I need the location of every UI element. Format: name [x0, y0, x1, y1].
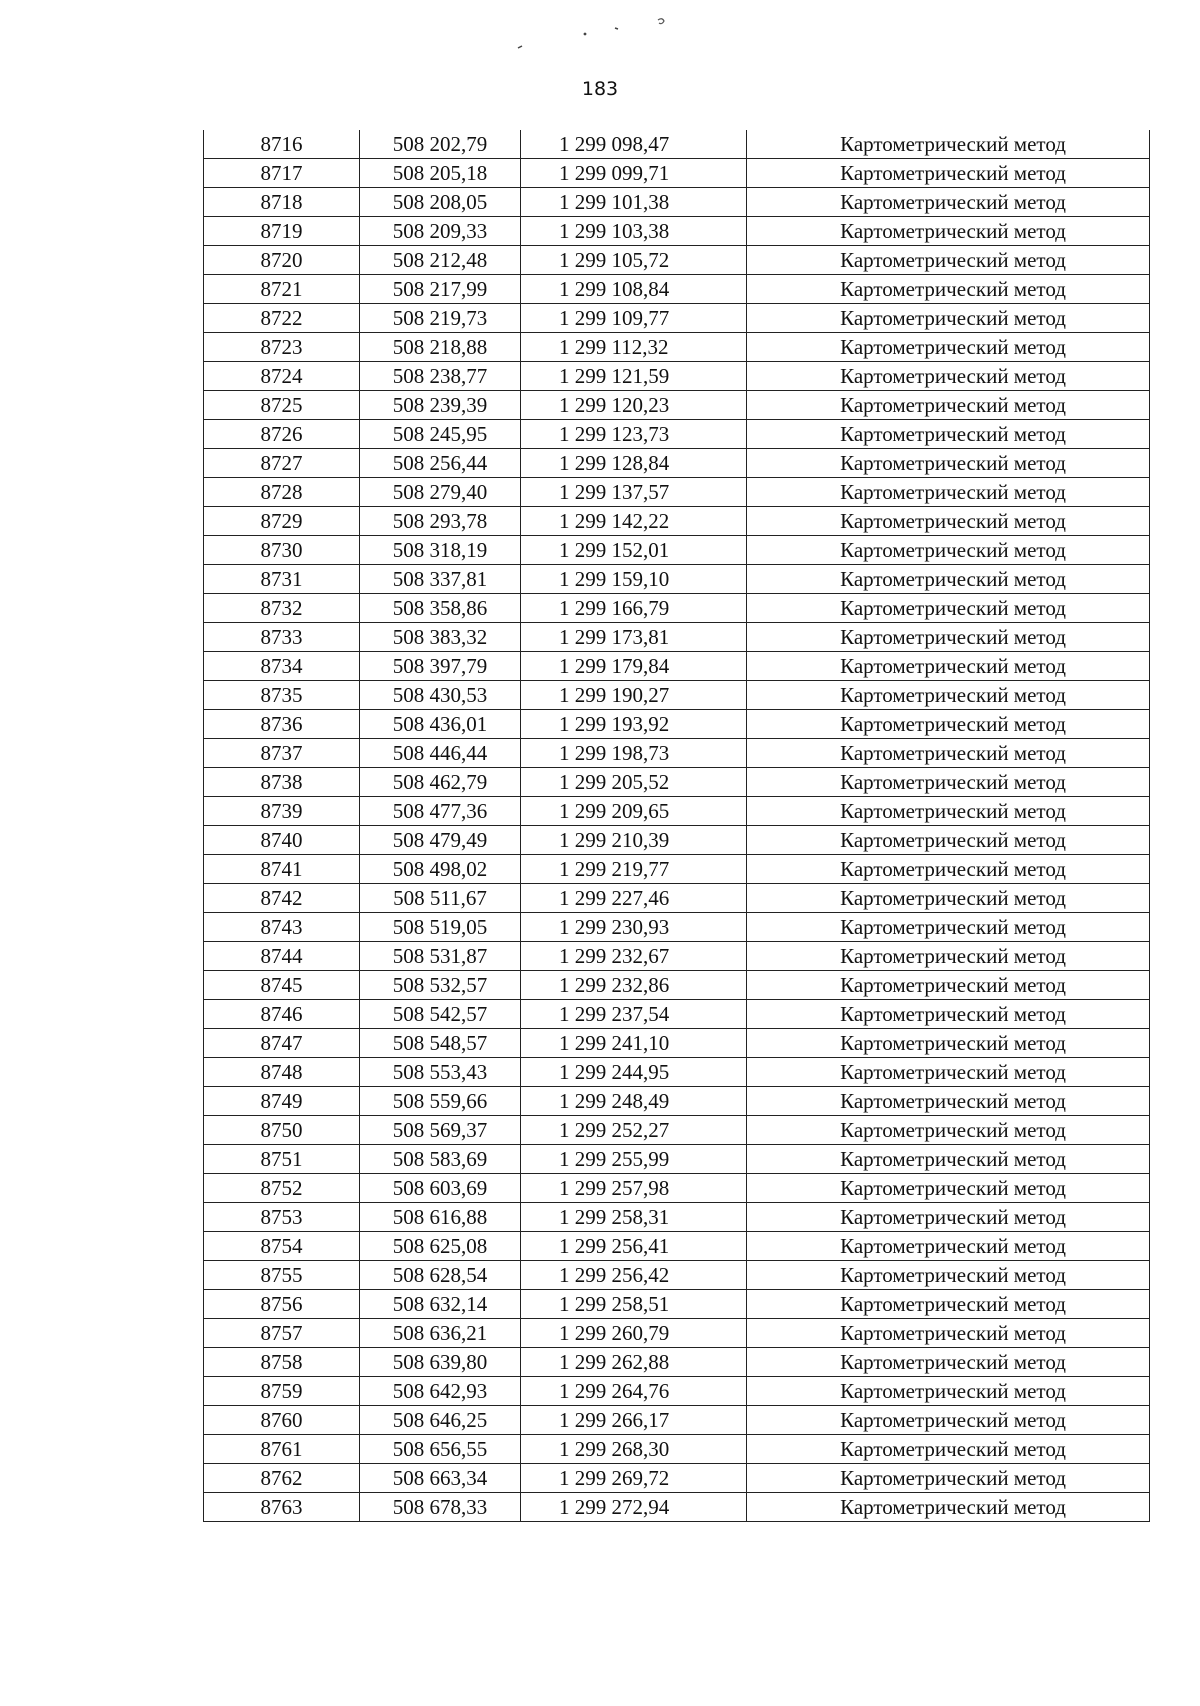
y-coordinate-cell: 1 299 098,47 [521, 130, 747, 159]
point-number-cell: 8756 [204, 1290, 360, 1319]
table-row [204, 797, 1150, 826]
method-cell: Картометрический метод [747, 739, 1150, 768]
table-row [204, 275, 1150, 304]
x-coordinate-cell: 508 511,67 [360, 884, 521, 913]
table-row [204, 1145, 1150, 1174]
point-number-cell: 8733 [204, 623, 360, 652]
y-coordinate-cell: 1 299 232,67 [521, 942, 747, 971]
y-coordinate-cell: 1 299 123,73 [521, 420, 747, 449]
table-row [204, 1087, 1150, 1116]
table-row [204, 594, 1150, 623]
y-coordinate-cell: 1 299 210,39 [521, 826, 747, 855]
table-row [204, 333, 1150, 362]
table-row [204, 246, 1150, 275]
table-row [204, 710, 1150, 739]
table-row [204, 623, 1150, 652]
x-coordinate-cell: 508 498,02 [360, 855, 521, 884]
method-cell: Картометрический метод [747, 1174, 1150, 1203]
method-cell: Картометрический метод [747, 1232, 1150, 1261]
point-number-cell: 8748 [204, 1058, 360, 1087]
point-number-cell: 8727 [204, 449, 360, 478]
x-coordinate-cell: 508 553,43 [360, 1058, 521, 1087]
method-cell: Картометрический метод [747, 1348, 1150, 1377]
point-number-cell: 8753 [204, 1203, 360, 1232]
method-cell: Картометрический метод [747, 159, 1150, 188]
point-number-cell: 8742 [204, 884, 360, 913]
method-cell: Картометрический метод [747, 1261, 1150, 1290]
x-coordinate-cell: 508 646,25 [360, 1406, 521, 1435]
x-coordinate-cell: 508 519,05 [360, 913, 521, 942]
point-number-cell: 8738 [204, 768, 360, 797]
method-cell: Картометрический метод [747, 884, 1150, 913]
point-number-cell: 8721 [204, 275, 360, 304]
y-coordinate-cell: 1 299 166,79 [521, 594, 747, 623]
method-cell: Картометрический метод [747, 652, 1150, 681]
method-cell: Картометрический метод [747, 391, 1150, 420]
y-coordinate-cell: 1 299 227,46 [521, 884, 747, 913]
table-row [204, 739, 1150, 768]
y-coordinate-cell: 1 299 262,88 [521, 1348, 747, 1377]
x-coordinate-cell: 508 446,44 [360, 739, 521, 768]
scan-specks [510, 12, 690, 52]
table-row [204, 449, 1150, 478]
point-number-cell: 8754 [204, 1232, 360, 1261]
table-row [204, 304, 1150, 333]
point-number-cell: 8728 [204, 478, 360, 507]
method-cell: Картометрический метод [747, 1377, 1150, 1406]
point-number-cell: 8724 [204, 362, 360, 391]
x-coordinate-cell: 508 239,39 [360, 391, 521, 420]
method-cell: Картометрический метод [747, 797, 1150, 826]
point-number-cell: 8718 [204, 188, 360, 217]
table-row [204, 942, 1150, 971]
point-number-cell: 8750 [204, 1116, 360, 1145]
y-coordinate-cell: 1 299 179,84 [521, 652, 747, 681]
x-coordinate-cell: 508 208,05 [360, 188, 521, 217]
y-coordinate-cell: 1 299 268,30 [521, 1435, 747, 1464]
table-row [204, 1406, 1150, 1435]
table-row [204, 420, 1150, 449]
method-cell: Картометрический метод [747, 1145, 1150, 1174]
table-row [204, 1203, 1150, 1232]
point-number-cell: 8744 [204, 942, 360, 971]
method-cell: Картометрический метод [747, 507, 1150, 536]
table-row [204, 507, 1150, 536]
x-coordinate-cell: 508 212,48 [360, 246, 521, 275]
point-number-cell: 8734 [204, 652, 360, 681]
y-coordinate-cell: 1 299 152,01 [521, 536, 747, 565]
method-cell: Картометрический метод [747, 478, 1150, 507]
point-number-cell: 8740 [204, 826, 360, 855]
x-coordinate-cell: 508 663,34 [360, 1464, 521, 1493]
method-cell: Картометрический метод [747, 855, 1150, 884]
method-cell: Картометрический метод [747, 594, 1150, 623]
table-row [204, 913, 1150, 942]
point-number-cell: 8729 [204, 507, 360, 536]
method-cell: Картометрический метод [747, 623, 1150, 652]
x-coordinate-cell: 508 636,21 [360, 1319, 521, 1348]
x-coordinate-cell: 508 202,79 [360, 130, 521, 159]
method-cell: Картометрический метод [747, 565, 1150, 594]
method-cell: Картометрический метод [747, 768, 1150, 797]
point-number-cell: 8741 [204, 855, 360, 884]
x-coordinate-cell: 508 462,79 [360, 768, 521, 797]
x-coordinate-cell: 508 569,37 [360, 1116, 521, 1145]
method-cell: Картометрический метод [747, 1435, 1150, 1464]
y-coordinate-cell: 1 299 173,81 [521, 623, 747, 652]
point-number-cell: 8723 [204, 333, 360, 362]
table-row [204, 1232, 1150, 1261]
x-coordinate-cell: 508 532,57 [360, 971, 521, 1000]
table-row [204, 1174, 1150, 1203]
y-coordinate-cell: 1 299 257,98 [521, 1174, 747, 1203]
method-cell: Картометрический метод [747, 1319, 1150, 1348]
table-row [204, 478, 1150, 507]
y-coordinate-cell: 1 299 269,72 [521, 1464, 747, 1493]
x-coordinate-cell: 508 205,18 [360, 159, 521, 188]
method-cell: Картометрический метод [747, 1087, 1150, 1116]
y-coordinate-cell: 1 299 241,10 [521, 1029, 747, 1058]
table-row [204, 130, 1150, 159]
y-coordinate-cell: 1 299 272,94 [521, 1493, 747, 1522]
table-row [204, 1464, 1150, 1493]
x-coordinate-cell: 508 477,36 [360, 797, 521, 826]
method-cell: Картометрический метод [747, 1029, 1150, 1058]
point-number-cell: 8759 [204, 1377, 360, 1406]
table-row [204, 768, 1150, 797]
point-number-cell: 8763 [204, 1493, 360, 1522]
x-coordinate-cell: 508 639,80 [360, 1348, 521, 1377]
x-coordinate-cell: 508 542,57 [360, 1000, 521, 1029]
method-cell: Картометрический метод [747, 420, 1150, 449]
point-number-cell: 8732 [204, 594, 360, 623]
table-row [204, 362, 1150, 391]
x-coordinate-cell: 508 678,33 [360, 1493, 521, 1522]
method-cell: Картометрический метод [747, 362, 1150, 391]
table-row [204, 565, 1150, 594]
x-coordinate-cell: 508 293,78 [360, 507, 521, 536]
x-coordinate-cell: 508 238,77 [360, 362, 521, 391]
method-cell: Картометрический метод [747, 275, 1150, 304]
y-coordinate-cell: 1 299 099,71 [521, 159, 747, 188]
y-coordinate-cell: 1 299 105,72 [521, 246, 747, 275]
y-coordinate-cell: 1 299 230,93 [521, 913, 747, 942]
table-row [204, 652, 1150, 681]
point-number-cell: 8747 [204, 1029, 360, 1058]
y-coordinate-cell: 1 299 266,17 [521, 1406, 747, 1435]
y-coordinate-cell: 1 299 101,38 [521, 188, 747, 217]
y-coordinate-cell: 1 299 244,95 [521, 1058, 747, 1087]
y-coordinate-cell: 1 299 103,38 [521, 217, 747, 246]
table-row [204, 536, 1150, 565]
y-coordinate-cell: 1 299 232,86 [521, 971, 747, 1000]
table-row [204, 217, 1150, 246]
table-row [204, 1000, 1150, 1029]
point-number-cell: 8760 [204, 1406, 360, 1435]
x-coordinate-cell: 508 559,66 [360, 1087, 521, 1116]
table-row [204, 1435, 1150, 1464]
table-row [204, 1290, 1150, 1319]
x-coordinate-cell: 508 218,88 [360, 333, 521, 362]
y-coordinate-cell: 1 299 209,65 [521, 797, 747, 826]
x-coordinate-cell: 508 383,32 [360, 623, 521, 652]
x-coordinate-cell: 508 531,87 [360, 942, 521, 971]
x-coordinate-cell: 508 479,49 [360, 826, 521, 855]
x-coordinate-cell: 508 358,86 [360, 594, 521, 623]
table-row [204, 1377, 1150, 1406]
y-coordinate-cell: 1 299 258,51 [521, 1290, 747, 1319]
x-coordinate-cell: 508 279,40 [360, 478, 521, 507]
point-number-cell: 8746 [204, 1000, 360, 1029]
point-number-cell: 8761 [204, 1435, 360, 1464]
x-coordinate-cell: 508 548,57 [360, 1029, 521, 1058]
method-cell: Картометрический метод [747, 449, 1150, 478]
method-cell: Картометрический метод [747, 1000, 1150, 1029]
x-coordinate-cell: 508 245,95 [360, 420, 521, 449]
method-cell: Картометрический метод [747, 971, 1150, 1000]
point-number-cell: 8725 [204, 391, 360, 420]
y-coordinate-cell: 1 299 112,32 [521, 333, 747, 362]
y-coordinate-cell: 1 299 137,57 [521, 478, 747, 507]
point-number-cell: 8735 [204, 681, 360, 710]
method-cell: Картометрический метод [747, 913, 1150, 942]
y-coordinate-cell: 1 299 198,73 [521, 739, 747, 768]
point-number-cell: 8743 [204, 913, 360, 942]
y-coordinate-cell: 1 299 258,31 [521, 1203, 747, 1232]
method-cell: Картометрический метод [747, 130, 1150, 159]
y-coordinate-cell: 1 299 256,42 [521, 1261, 747, 1290]
method-cell: Картометрический метод [747, 1203, 1150, 1232]
x-coordinate-cell: 508 219,73 [360, 304, 521, 333]
table-row [204, 1493, 1150, 1522]
method-cell: Картометрический метод [747, 1464, 1150, 1493]
x-coordinate-cell: 508 430,53 [360, 681, 521, 710]
point-number-cell: 8720 [204, 246, 360, 275]
table-row [204, 391, 1150, 420]
point-number-cell: 8749 [204, 1087, 360, 1116]
method-cell: Картометрический метод [747, 710, 1150, 739]
point-number-cell: 8719 [204, 217, 360, 246]
method-cell: Картометрический метод [747, 246, 1150, 275]
y-coordinate-cell: 1 299 193,92 [521, 710, 747, 739]
y-coordinate-cell: 1 299 237,54 [521, 1000, 747, 1029]
x-coordinate-cell: 508 656,55 [360, 1435, 521, 1464]
y-coordinate-cell: 1 299 252,27 [521, 1116, 747, 1145]
x-coordinate-cell: 508 583,69 [360, 1145, 521, 1174]
y-coordinate-cell: 1 299 219,77 [521, 855, 747, 884]
x-coordinate-cell: 508 642,93 [360, 1377, 521, 1406]
x-coordinate-cell: 508 603,69 [360, 1174, 521, 1203]
coordinates-table-body [204, 130, 1150, 1522]
point-number-cell: 8730 [204, 536, 360, 565]
y-coordinate-cell: 1 299 128,84 [521, 449, 747, 478]
point-number-cell: 8722 [204, 304, 360, 333]
point-number-cell: 8716 [204, 130, 360, 159]
x-coordinate-cell: 508 318,19 [360, 536, 521, 565]
method-cell: Картометрический метод [747, 217, 1150, 246]
table-row [204, 1261, 1150, 1290]
point-number-cell: 8739 [204, 797, 360, 826]
y-coordinate-cell: 1 299 108,84 [521, 275, 747, 304]
method-cell: Картометрический метод [747, 826, 1150, 855]
coordinates-table [203, 130, 1150, 1522]
table-row [204, 159, 1150, 188]
method-cell: Картометрический метод [747, 1406, 1150, 1435]
table-row [204, 1029, 1150, 1058]
table-row [204, 855, 1150, 884]
method-cell: Картометрический метод [747, 681, 1150, 710]
y-coordinate-cell: 1 299 159,10 [521, 565, 747, 594]
point-number-cell: 8736 [204, 710, 360, 739]
y-coordinate-cell: 1 299 190,27 [521, 681, 747, 710]
x-coordinate-cell: 508 436,01 [360, 710, 521, 739]
y-coordinate-cell: 1 299 120,23 [521, 391, 747, 420]
point-number-cell: 8717 [204, 159, 360, 188]
x-coordinate-cell: 508 337,81 [360, 565, 521, 594]
method-cell: Картометрический метод [747, 536, 1150, 565]
y-coordinate-cell: 1 299 121,59 [521, 362, 747, 391]
point-number-cell: 8745 [204, 971, 360, 1000]
y-coordinate-cell: 1 299 256,41 [521, 1232, 747, 1261]
table-row [204, 884, 1150, 913]
table-row [204, 1058, 1150, 1087]
table-row [204, 971, 1150, 1000]
x-coordinate-cell: 508 625,08 [360, 1232, 521, 1261]
method-cell: Картометрический метод [747, 1493, 1150, 1522]
y-coordinate-cell: 1 299 109,77 [521, 304, 747, 333]
point-number-cell: 8737 [204, 739, 360, 768]
x-coordinate-cell: 508 632,14 [360, 1290, 521, 1319]
table-row [204, 681, 1150, 710]
point-number-cell: 8755 [204, 1261, 360, 1290]
y-coordinate-cell: 1 299 205,52 [521, 768, 747, 797]
x-coordinate-cell: 508 256,44 [360, 449, 521, 478]
y-coordinate-cell: 1 299 260,79 [521, 1319, 747, 1348]
table-row [204, 1319, 1150, 1348]
y-coordinate-cell: 1 299 142,22 [521, 507, 747, 536]
y-coordinate-cell: 1 299 248,49 [521, 1087, 747, 1116]
method-cell: Картометрический метод [747, 333, 1150, 362]
method-cell: Картометрический метод [747, 304, 1150, 333]
x-coordinate-cell: 508 397,79 [360, 652, 521, 681]
table-row [204, 1348, 1150, 1377]
page-number: 183 [581, 78, 619, 100]
x-coordinate-cell: 508 628,54 [360, 1261, 521, 1290]
x-coordinate-cell: 508 217,99 [360, 275, 521, 304]
point-number-cell: 8752 [204, 1174, 360, 1203]
y-coordinate-cell: 1 299 264,76 [521, 1377, 747, 1406]
method-cell: Картометрический метод [747, 1290, 1150, 1319]
point-number-cell: 8762 [204, 1464, 360, 1493]
table-row [204, 1116, 1150, 1145]
point-number-cell: 8726 [204, 420, 360, 449]
method-cell: Картометрический метод [747, 942, 1150, 971]
x-coordinate-cell: 508 616,88 [360, 1203, 521, 1232]
x-coordinate-cell: 508 209,33 [360, 217, 521, 246]
method-cell: Картометрический метод [747, 188, 1150, 217]
method-cell: Картометрический метод [747, 1058, 1150, 1087]
point-number-cell: 8757 [204, 1319, 360, 1348]
table-row [204, 188, 1150, 217]
point-number-cell: 8731 [204, 565, 360, 594]
method-cell: Картометрический метод [747, 1116, 1150, 1145]
point-number-cell: 8758 [204, 1348, 360, 1377]
table-row [204, 826, 1150, 855]
y-coordinate-cell: 1 299 255,99 [521, 1145, 747, 1174]
point-number-cell: 8751 [204, 1145, 360, 1174]
